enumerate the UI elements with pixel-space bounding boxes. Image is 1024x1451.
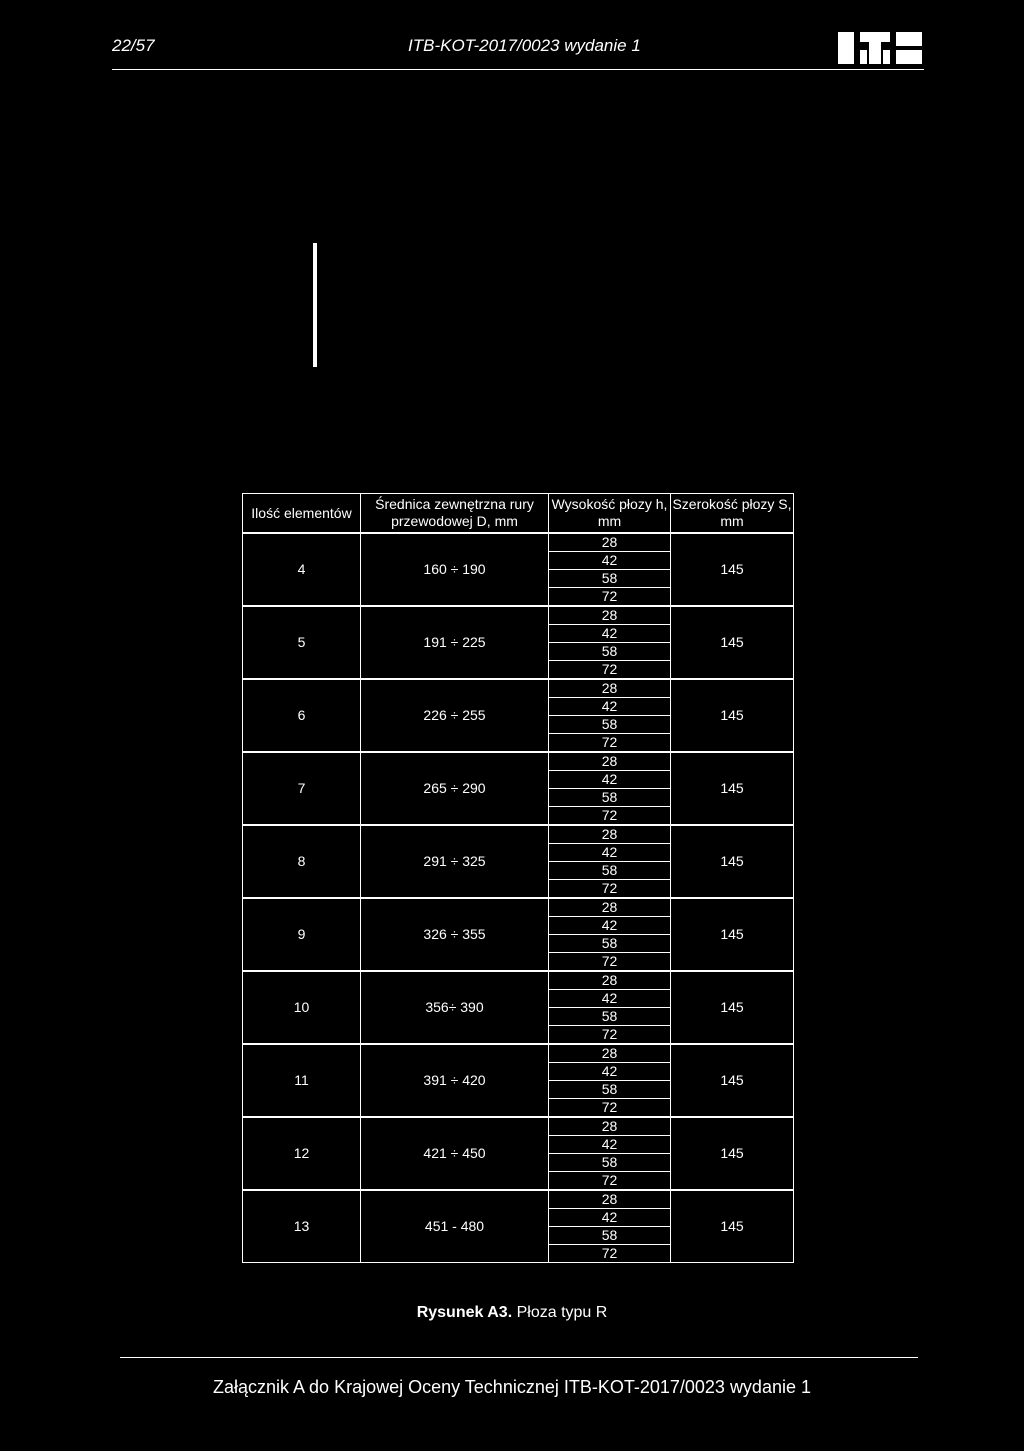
- cell-height: 72: [549, 588, 671, 607]
- cell-height: 28: [549, 752, 671, 771]
- cell-height: 42: [549, 844, 671, 862]
- table-row: [243, 606, 794, 625]
- table-row: [243, 971, 794, 990]
- cell-height: 58: [549, 570, 671, 588]
- cell-diameter: 326 ÷ 355: [361, 898, 549, 971]
- table-header-row: [243, 494, 794, 534]
- cell-count: 11: [243, 1044, 361, 1117]
- table-row: [243, 1117, 794, 1136]
- document-id: ITB-KOT-2017/0023 wydanie 1: [408, 36, 641, 55]
- cell-height: 42: [549, 990, 671, 1008]
- cell-diameter: 356÷ 390: [361, 971, 549, 1044]
- cell-height: 58: [549, 1227, 671, 1245]
- header-count: Ilość elementów: [243, 494, 361, 534]
- cell-height: 58: [549, 716, 671, 734]
- cell-width: 145: [671, 533, 794, 606]
- cell-height: 72: [549, 661, 671, 680]
- caption-text: Płoza typu R: [516, 1304, 608, 1321]
- caption-label: Rysunek A3.: [416, 1304, 513, 1321]
- cell-count: 9: [243, 898, 361, 971]
- cell-height: 72: [549, 880, 671, 899]
- footer-rule: [120, 1357, 918, 1358]
- cell-count: 6: [243, 679, 361, 752]
- cell-diameter: 191 ÷ 225: [361, 606, 549, 679]
- header-rule: [112, 69, 924, 70]
- cell-width: 145: [671, 1190, 794, 1263]
- table-row: [243, 825, 794, 844]
- cell-height: 42: [549, 1209, 671, 1227]
- header-diameter: Średnica zewnętrzna rury przewodowej D, mm: [361, 494, 549, 534]
- cell-height: 72: [549, 953, 671, 972]
- cell-height: 42: [549, 552, 671, 570]
- cell-height: 58: [549, 789, 671, 807]
- cell-height: 28: [549, 679, 671, 698]
- table-row: [243, 533, 794, 552]
- cell-width: 145: [671, 752, 794, 825]
- dimension-table: [242, 493, 793, 1263]
- cell-diameter: 265 ÷ 290: [361, 752, 549, 825]
- table-row: [243, 1044, 794, 1063]
- header-width: Szerokość płozy S, mm: [671, 494, 794, 534]
- cell-diameter: 451 - 480: [361, 1190, 549, 1263]
- cell-count: 8: [243, 825, 361, 898]
- cell-height: 28: [549, 1190, 671, 1209]
- page-number: 22/57: [112, 36, 155, 55]
- cell-height: 58: [549, 1081, 671, 1099]
- page-header: [112, 30, 924, 70]
- cell-width: 145: [671, 971, 794, 1044]
- cell-count: 12: [243, 1117, 361, 1190]
- cell-height: 72: [549, 1026, 671, 1045]
- cell-count: 13: [243, 1190, 361, 1263]
- table-row: [243, 898, 794, 917]
- cell-height: 72: [549, 1099, 671, 1118]
- cell-height: 28: [549, 1044, 671, 1063]
- table-row: [243, 679, 794, 698]
- cell-height: 28: [549, 606, 671, 625]
- figure-caption: [0, 1304, 1024, 1322]
- cell-height: 58: [549, 862, 671, 880]
- cell-height: 42: [549, 1136, 671, 1154]
- cell-diameter: 391 ÷ 420: [361, 1044, 549, 1117]
- cell-height: 58: [549, 1154, 671, 1172]
- cell-height: 42: [549, 917, 671, 935]
- cell-height: 42: [549, 625, 671, 643]
- cell-height: 72: [549, 807, 671, 826]
- cell-count: 10: [243, 971, 361, 1044]
- cell-height: 28: [549, 533, 671, 552]
- cell-height: 28: [549, 971, 671, 990]
- itb-logo-icon: [836, 30, 924, 66]
- cell-diameter: 421 ÷ 450: [361, 1117, 549, 1190]
- cell-width: 145: [671, 1044, 794, 1117]
- cell-diameter: 226 ÷ 255: [361, 679, 549, 752]
- cell-height: 72: [549, 1245, 671, 1263]
- cell-height: 28: [549, 825, 671, 844]
- page-footer: Załącznik A do Krajowej Oceny Technicznej ITB-KOT-2017/0023 wydanie 1: [213, 1377, 811, 1397]
- cell-height: 42: [549, 771, 671, 789]
- cell-height: 42: [549, 1063, 671, 1081]
- table-row: [243, 1190, 794, 1209]
- cell-width: 145: [671, 898, 794, 971]
- cell-count: 5: [243, 606, 361, 679]
- cell-height: 72: [549, 1172, 671, 1191]
- cell-width: 145: [671, 1117, 794, 1190]
- cell-height: 58: [549, 1008, 671, 1026]
- header-height: Wysokość płozy h, mm: [549, 494, 671, 534]
- cell-height: 58: [549, 935, 671, 953]
- table-body: [243, 533, 794, 1263]
- cell-height: 42: [549, 698, 671, 716]
- cell-height: 72: [549, 734, 671, 753]
- cell-width: 145: [671, 679, 794, 752]
- cell-width: 145: [671, 825, 794, 898]
- table-row: [243, 752, 794, 771]
- cell-height: 58: [549, 643, 671, 661]
- cell-diameter: 291 ÷ 325: [361, 825, 549, 898]
- cell-height: 28: [549, 898, 671, 917]
- cell-height: 28: [549, 1117, 671, 1136]
- cell-count: 7: [243, 752, 361, 825]
- drawing-vertical-line: [313, 243, 317, 367]
- cell-count: 4: [243, 533, 361, 606]
- cell-width: 145: [671, 606, 794, 679]
- cell-diameter: 160 ÷ 190: [361, 533, 549, 606]
